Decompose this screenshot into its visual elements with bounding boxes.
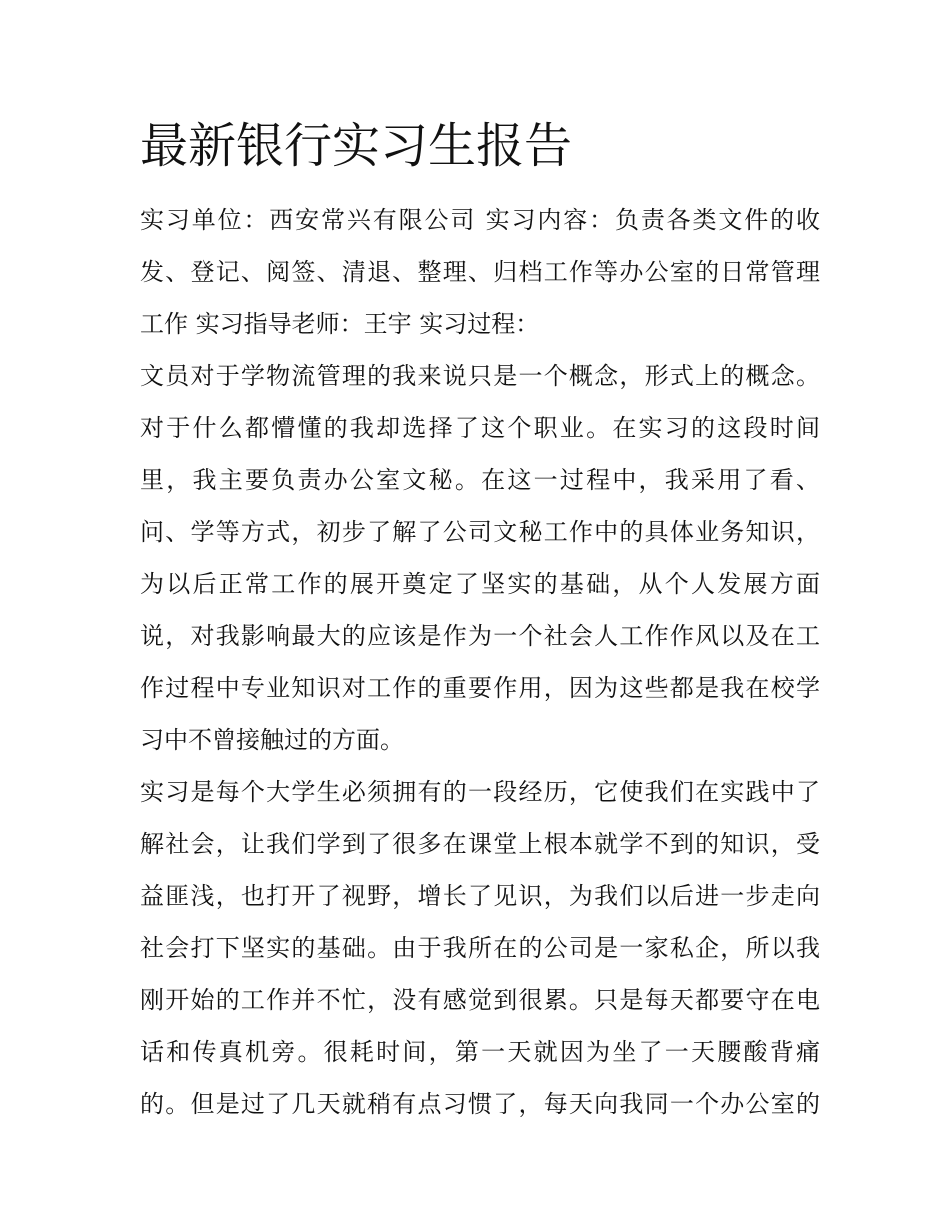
document-title: 最新银行实习生报告 bbox=[140, 118, 573, 174]
text-line-11: 习中不曾接触过的方面。 bbox=[140, 726, 404, 754]
text-line-12: 实习是每个大学生必须拥有的一段经历，它使我们在实践中了 bbox=[140, 778, 820, 806]
text-line-3: 工作 实习指导老师：王宇 实习过程： bbox=[140, 310, 540, 338]
text-line-2: 发、登记、阅签、清退、整理、归档工作等办公室的日常管理 bbox=[140, 258, 820, 286]
document-body bbox=[140, 194, 820, 1130]
text-line-18: 的。但是过了几天就稍有点习惯了，每天向我同一个办公室的 bbox=[140, 1090, 820, 1118]
text-line-16: 刚开始的工作并不忙，没有感觉到很累。只是每天都要守在电 bbox=[140, 986, 820, 1014]
text-line-6: 里，我主要负责办公室文秘。在这一过程中，我采用了看、 bbox=[140, 466, 820, 494]
text-line-8: 为以后正常工作的展开奠定了坚实的基础，从个人发展方面 bbox=[140, 570, 820, 598]
text-line-7: 问、学等方式，初步了解了公司文秘工作中的具体业务知识， bbox=[140, 518, 820, 546]
text-line-4: 文员对于学物流管理的我来说只是一个概念，形式上的概念。 bbox=[140, 362, 820, 390]
text-line-10: 作过程中专业知识对工作的重要作用，因为这些都是我在校学 bbox=[140, 674, 820, 702]
text-line-15: 社会打下坚实的基础。由于我所在的公司是一家私企，所以我 bbox=[140, 934, 820, 962]
text-line-13: 解社会，让我们学到了很多在课堂上根本就学不到的知识，受 bbox=[140, 830, 820, 858]
text-line-1: 实习单位：西安常兴有限公司 实习内容：负责各类文件的收 bbox=[140, 206, 820, 234]
text-line-17: 话和传真机旁。很耗时间，第一天就因为坐了一天腰酸背痛 bbox=[140, 1038, 820, 1066]
text-line-5: 对于什么都懵懂的我却选择了这个职业。在实习的这段时间 bbox=[140, 414, 820, 442]
text-line-9: 说，对我影响最大的应该是作为一个社会人工作作风以及在工 bbox=[140, 622, 820, 650]
text-line-14: 益匪浅，也打开了视野，增长了见识，为我们以后进一步走向 bbox=[140, 882, 820, 910]
